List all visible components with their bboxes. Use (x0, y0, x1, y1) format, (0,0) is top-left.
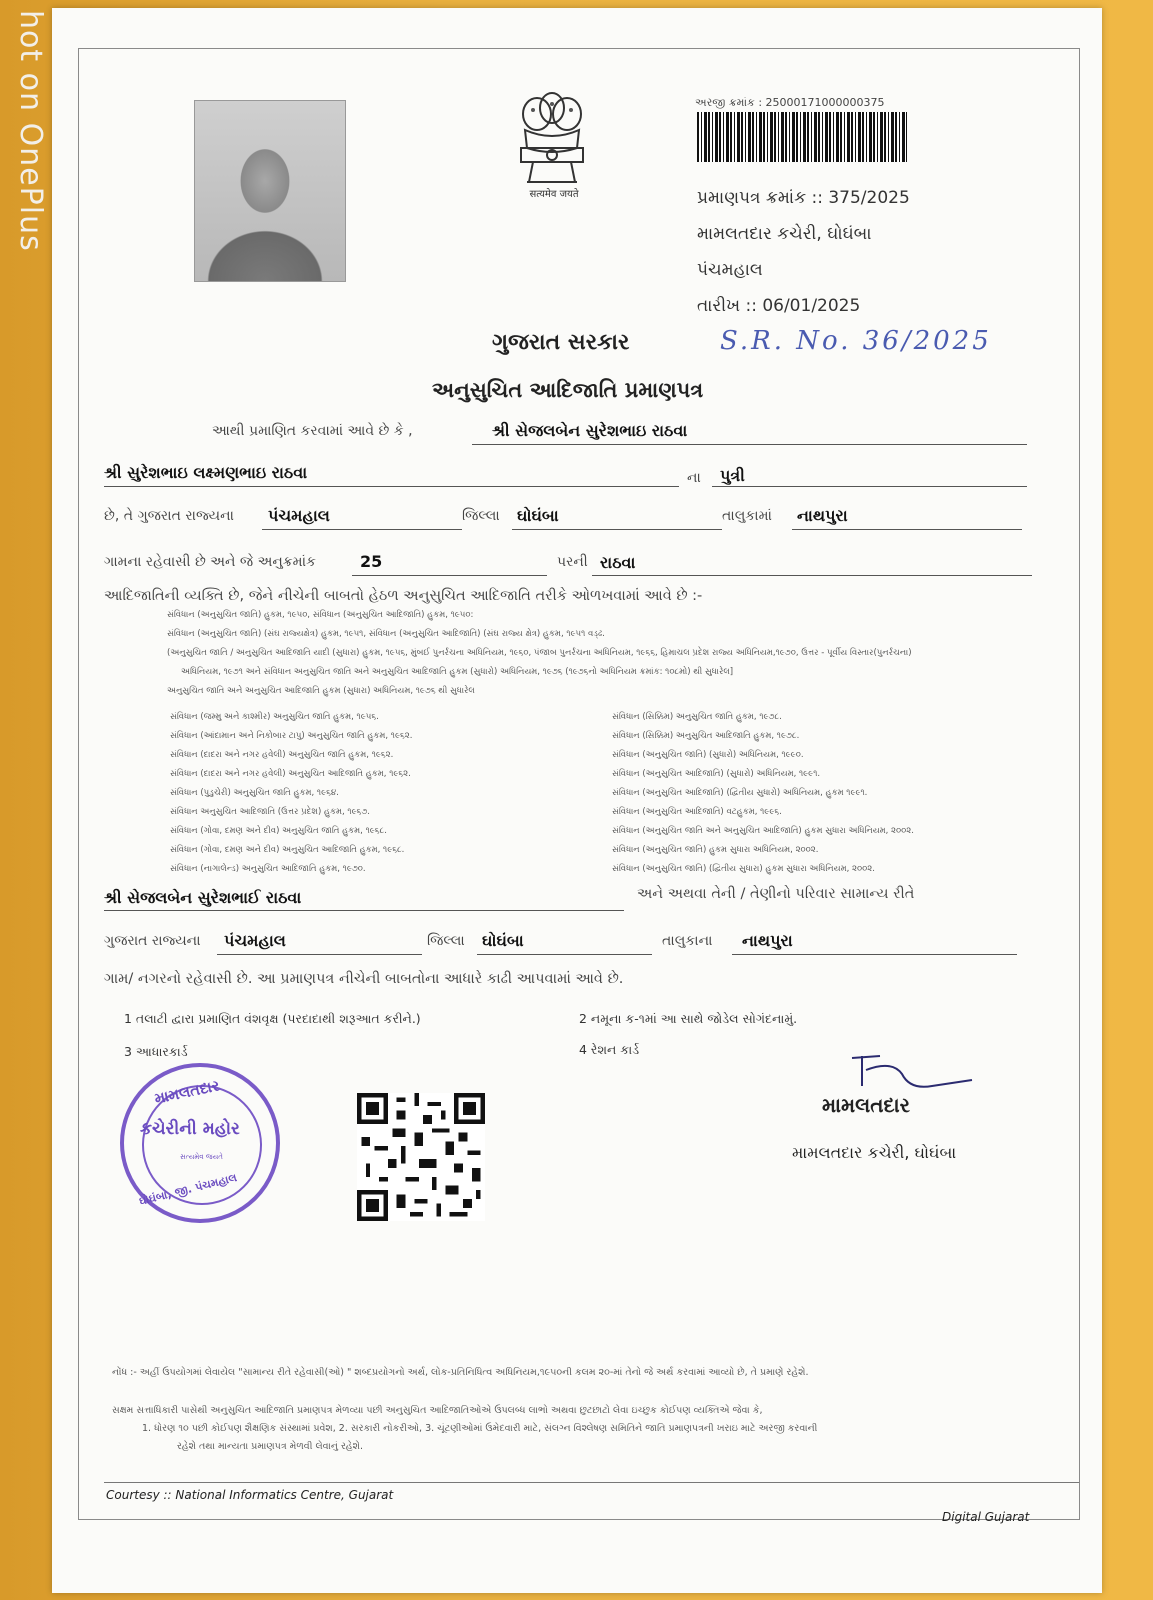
holder-name: શ્રી સેજલબેન સુરેશભાઇ રાઠવા (492, 421, 688, 440)
order-item: સંવિધાન અનુસુચિત આદિજાતિ (ઉત્તર પ્રદેશ) હુકમ, ૧૯૬૭. (170, 807, 371, 817)
order-line: અનુસુચિત જાતિ અને અનુસુચિત આદિજાતિ હુકમ (સુધારા) અધિનિયમ, ૧૯૭૬ થી સુધારેલ (167, 686, 475, 696)
serial-number: 25 (360, 552, 383, 571)
note-benefits-list: 1. ધોરણ ૧૦ પછી કોઈપણ શૈક્ષણિક સંસ્થામાં પ્રવેશ, 2. સરકારી નોકરીઓ, 3. ચૂંટણીઓમાં ઉમેદવારી માટે, સંલગ્ન વિશ્લેષણ સમિતિને જાતિ પ્રમાણપત્રની ખરાઇ માટે અરજી કરવાની (142, 1423, 818, 1434)
applicant-photo (194, 100, 346, 282)
order-item: સંવિધાન (અનુસુચિત જાતિ) (સુધારો) અધિનિયમ, ૧૯૯૦. (612, 750, 804, 760)
certificate-number: પ્રમાણપત્ર ક્રમાંક :: 375/2025 (697, 188, 910, 208)
relation-value: પુત્રી (720, 466, 745, 485)
seal-inner-text: સત્યમેવ જયતે (180, 1153, 223, 1161)
issuing-office: મામલતદાર કચેરી, ઘોઘંબા (697, 224, 872, 244)
order-item: સંવિધાન (ગોવા, દમણ અને દીવ) અનુસુચિત આદિજાતિ હુકમ, ૧૯૬૮. (170, 845, 405, 855)
orders-left-list (170, 708, 590, 879)
signatory-title: મામલતદાર (822, 1093, 910, 1117)
order-item: સંવિધાન (પુડુચેરી) અનુસુચિત જાતિ હુકમ, ૧૯૬૪. (170, 788, 339, 798)
underline (477, 954, 652, 955)
document-item: 2 નમૂના ક-૧માં આ સાથે જોડેલ સોગંદનામું. (579, 1011, 798, 1026)
order-item: સંવિધાન (અનુસુચિત જાતિ) (દ્વિતીય સુધારા) હુકમ સુધારા અધિનિયમ, ૨૦૦૨. (612, 864, 875, 874)
intro-label: આથી પ્રમાણિત કરવામાં આવે છે કે , (212, 423, 413, 439)
qr-code (357, 1093, 485, 1221)
note-benefits: સક્ષમ સત્તાધિકારી પાસેથી અનુસુચિત આદિજાતિ પ્રમાણપત્ર મેળવ્યા પછી અનુસુચિત આદિજાતિઓએ ઉપલબ્ધ લાભો અથવા છુટછાટો લેવા ઇચ્છુક કોઈપણ વ્યક્તિએ જેવા કે, (112, 1405, 763, 1416)
orders-intro (167, 606, 1037, 701)
barcode (697, 112, 907, 162)
document-item: 4 રેશન કાર્ડ (579, 1042, 640, 1057)
issuing-district: પંચમહાલ (697, 260, 763, 280)
res-jilla-label: જિલ્લા (427, 933, 465, 949)
application-number: અરજી ક્રમાંક : 25000171000000375 (695, 96, 885, 109)
underline (352, 575, 547, 576)
order-item: સંવિધાન (નાગાલેન્ડ) અનુસુચિત આદિજાતિ હુકમ, ૧૯૭૦. (170, 864, 366, 874)
document-item: 1 તલાટી દ્વારા પ્રમાણિત વંશવૃક્ષ (પરદાદાથી શરૂઆત કરીને.) (124, 1011, 421, 1026)
underline (592, 575, 1032, 576)
order-line: સંવિધાન (અનુસુચિત જાતિ) હુકમ, ૧૯૫૦, સંવિધાન (અનુસુચિત આદિજાતિ) હુકમ, ૧૯૫૦: (167, 610, 474, 620)
certificate-sheet (52, 8, 1102, 1593)
document-item: 3 આધારકાર્ડ (124, 1044, 188, 1059)
signatory-office: મામલતદાર કચેરી, ઘોઘંબા (792, 1143, 957, 1162)
res-state-label: ગુજરાત રાજ્યના (104, 933, 201, 949)
order-item: સંવિધાન (અનુસુચિત જાતિ અને અનુસુચિત આદિજાતિ) હુકમ સુધારા અધિનિયમ, ૨૦૦૨. (612, 826, 914, 836)
underline (712, 486, 1027, 487)
seal-ring-bottom: ઘોઘંબા, જી. પંચમહાલ (137, 1171, 239, 1208)
seal-ring-top: મામલતદાર (152, 1076, 222, 1108)
underline (262, 529, 462, 530)
order-item: સંવિધાન (દાદરા અને નગર હવેલી) અનુસુચિત આદિજાતિ હુકમ, ૧૯૬૨. (170, 769, 411, 779)
certificate-title: અનુસુચિત આદિજાતિ પ્રમાણપત્ર (432, 378, 704, 402)
recognition-text: આદિજાતિની વ્યક્તિ છે, જેને નીચેની બાબતો હેઠળ અનુસુચિત આદિજાતિ તરીકે ઓળખવામાં આવે છે :- (104, 588, 703, 604)
note-benefits-end: રહેશે તથા માન્યતા પ્રમાણપત્ર મેળવી લેવાનું રહેશે. (177, 1441, 363, 1452)
basis-text: ગામ/ નગરનો રહેવાસી છે. આ પ્રમાણપત્ર નીચેની બાબતોના આધારે કાઢી આપવામાં આવે છે. (104, 971, 624, 987)
na-label: ના (687, 470, 701, 486)
jilla-value: ઘોઘંબા (517, 506, 559, 525)
village-label: ગામના રહેવાસી છે અને જે અનુક્રમાંક (104, 554, 316, 570)
office-seal (120, 1063, 280, 1223)
underline (217, 954, 422, 955)
district-value: પંચમહાલ (268, 506, 330, 525)
father-name: શ્રી સુરેશભાઇ લક્ષ્મણભાઇ રાઠવા (104, 463, 308, 482)
issue-date: તારીખ :: 06/01/2025 (697, 296, 861, 316)
jilla-label: જિલ્લા (462, 508, 500, 524)
order-item: સંવિધાન (અનુસુચિત આદિજાતિ) (સુધારો) અધિનિયમ, ૧૯૯૧. (612, 769, 821, 779)
underline (104, 486, 679, 487)
order-item: સંવિધાન (દાદરા અને નગર હવેલી) અનુસુચિત જાતિ હુકમ, ૧૯૬૨. (170, 750, 394, 760)
underline (104, 910, 624, 911)
res-jilla-value: ઘોઘંબા (482, 931, 524, 950)
order-line: સંવિધાન (અનુસુચિત જાતિ) (સંઘ રાજ્યક્ષેત્ર) હુકમ, ૧૯૫૧, સંવિધાન (અનુસુચિત આદિજાતિ) (સંઘ રાજ્ય ક્ષેત્ર) હુકમ, ૧૯૫૧ વડ્ઢ. (167, 629, 605, 639)
order-item: સંવિધાન (અનુસુચિત આદિજાતિ) (દ્વિતીય સુધારો) અધિનિયમ, હુકમ ૧૯૯૧. (612, 788, 868, 798)
order-line: (અનુસુચિત જાતિ / અનુસુચિત આદિજાતિ યાદી (સુધારા) હુકમ, ૧૯૫૬, મુંબઈ પુનર્રચના અધિનિયમ, ૧૯૬૦, પંજાબ પુનર્રચના અધિનિયમ, ૧૯૬૬, હિમાચલ પ્રદેશ રાજ્ય અધિનિયમ,૧૯૭૦, ઉત્તર - પૂર્વીય વિસ્તાર(પુનર્રચના) (167, 648, 912, 658)
camera-watermark: hot on OnePlus (13, 10, 48, 252)
handwritten-serial: S.R. No. 36/2025 (720, 326, 992, 356)
emblem-motto: सत्यमेव जयते (529, 189, 579, 200)
order-line: અધિનિયમ, ૧૯૭૧ અને સંવિધાન અનુસુચિત જાતિ અને અનુસુચિત આદિજાતિ હુકમ (સુધારો) અધિનિયમ, ૧૯૭૬ (૧૯૭૬નો અધિનિયમ ક્રમાંક: ૧૦૮મો) થી સુધારેલ] (181, 667, 734, 677)
courtesy-text: Courtesy :: National Informatics Centre, Gujarat (106, 1488, 394, 1502)
note-meaning: નોંધ :- અહીં ઉપયોગમાં લેવાયેલ "સામાન્ય રીતે રહેવાસી(ઓ) " શબ્દપ્રયોગનો અર્થ, લોક-પ્રતિનિધિત્વ અધિનિયમ,૧૯૫૦ની કલમ ૨૦-માં તેનો જે અર્થ કરવામાં આવ્યો છે, તે પ્રમાણે રહેશે. (112, 1367, 809, 1378)
par-label: પરની (557, 554, 588, 570)
underline (732, 954, 1017, 955)
underline (472, 444, 1027, 445)
residence-name: શ્રી સેજલબેન સુરેશભાઈ રાઠવા (104, 888, 302, 907)
digital-gujarat-label: Digital Gujarat (942, 1510, 1030, 1524)
seal-center-text: કચેરીની મહોર (140, 1119, 240, 1139)
tribe-value: રાઠવા (600, 553, 636, 572)
footer-divider (104, 1482, 1079, 1483)
order-item: સંવિધાન (અનુસુચિત જાતિ) હુકમ સુધારા અધિનિયમ, ૨૦૦૨. (612, 845, 819, 855)
taluka-value: નાથપુરા (797, 506, 848, 525)
underline (792, 529, 1022, 530)
family-text: અને અથવા તેની / તેણીનો પરિવાર સામાન્ય રીતે (637, 886, 915, 902)
order-item: સંવિધાન (આંદામાન અને નિકોબાર ટાપુ) અનુસુચિત જાતિ હુકમ, ૧૯૬૨. (170, 731, 413, 741)
government-title: ગુજરાત સરકાર (492, 330, 630, 355)
state-label: છે, તે ગુજરાત રાજ્યના (104, 508, 234, 524)
order-item: સંવિધાન (જમ્મુ અને કાશ્મીર) અનુસુચિત જાતિ હુકમ, ૧૯૫૬. (170, 712, 379, 722)
order-item: સંવિધાન (સિક્કિમ) અનુસુચિત આદિજાતિ હુકમ, ૧૯૭૮. (612, 731, 800, 741)
res-taluka-value: નાથપુરા (742, 931, 793, 950)
national-emblem-icon (507, 86, 597, 196)
res-taluka-label: તાલુકાના (662, 933, 713, 949)
taluka-label: તાલુકામાં (722, 508, 772, 524)
order-item: સંવિધાન (સિક્કિમ) અનુસુચિત જાતિ હુકમ, ૧૯૭૮. (612, 712, 782, 722)
res-district-value: પંચમહાલ (224, 931, 286, 950)
order-item: સંવિધાન (અનુસુચિત આદિજાતિ) વટહુકમ, ૧૯૯૬. (612, 807, 782, 817)
underline (512, 529, 722, 530)
order-item: સંવિધાન (ગોવા, દમણ અને દીવ) અનુસુચિત જાતિ હુકમ, ૧૯૬૮. (170, 826, 387, 836)
orders-right-list (612, 708, 1052, 879)
